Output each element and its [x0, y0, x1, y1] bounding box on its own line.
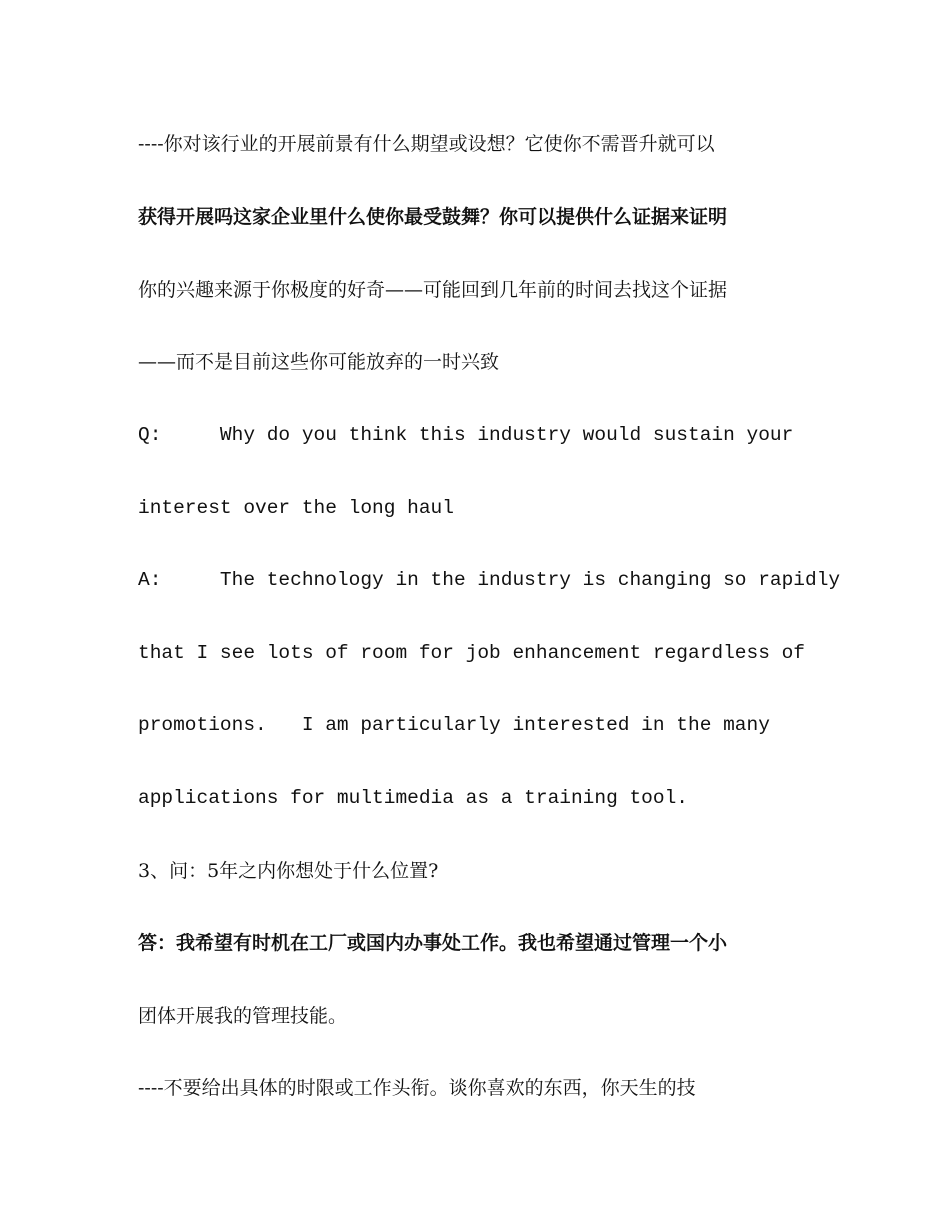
question-line: interest over the long haul	[138, 497, 454, 519]
question-line: Q: Why do you think this industry would sustain your	[138, 424, 794, 446]
answer-line: 答：我希望有时机在工厂或国内办事处工作。我也希望通过管理一个小	[138, 932, 728, 954]
paragraph-line: 你的兴趣来源于你极度的好奇——可能回到几年前的时间去找这个证据	[138, 279, 728, 301]
answer-line: 团体开展我的管理技能。	[138, 1005, 348, 1027]
paragraph-line: ----你对该行业的开展前景有什么期望或设想？它使你不需晋升就可以	[138, 133, 715, 155]
paragraph-line: ——而不是目前这些你可能放弃的一时兴致	[138, 351, 500, 373]
paragraph-line: 获得开展吗这家企业里什么使你最受鼓舞？你可以提供什么证据来证明	[138, 206, 728, 228]
answer-line: applications for multimedia as a training tool.	[138, 787, 688, 809]
answer-line: A: The technology in the industry is changing so rapidly	[138, 569, 841, 591]
answer-line: that I see lots of room for job enhancement regardless of	[138, 642, 806, 664]
answer-line: promotions. I am particularly interested in the many	[138, 714, 770, 736]
paragraph-line: ----不要给出具体的时限或工作头衔。谈你喜欢的东西，你天生的技	[138, 1077, 696, 1099]
question-heading: 3、问：5年之内你想处于什么位置?	[138, 860, 439, 882]
